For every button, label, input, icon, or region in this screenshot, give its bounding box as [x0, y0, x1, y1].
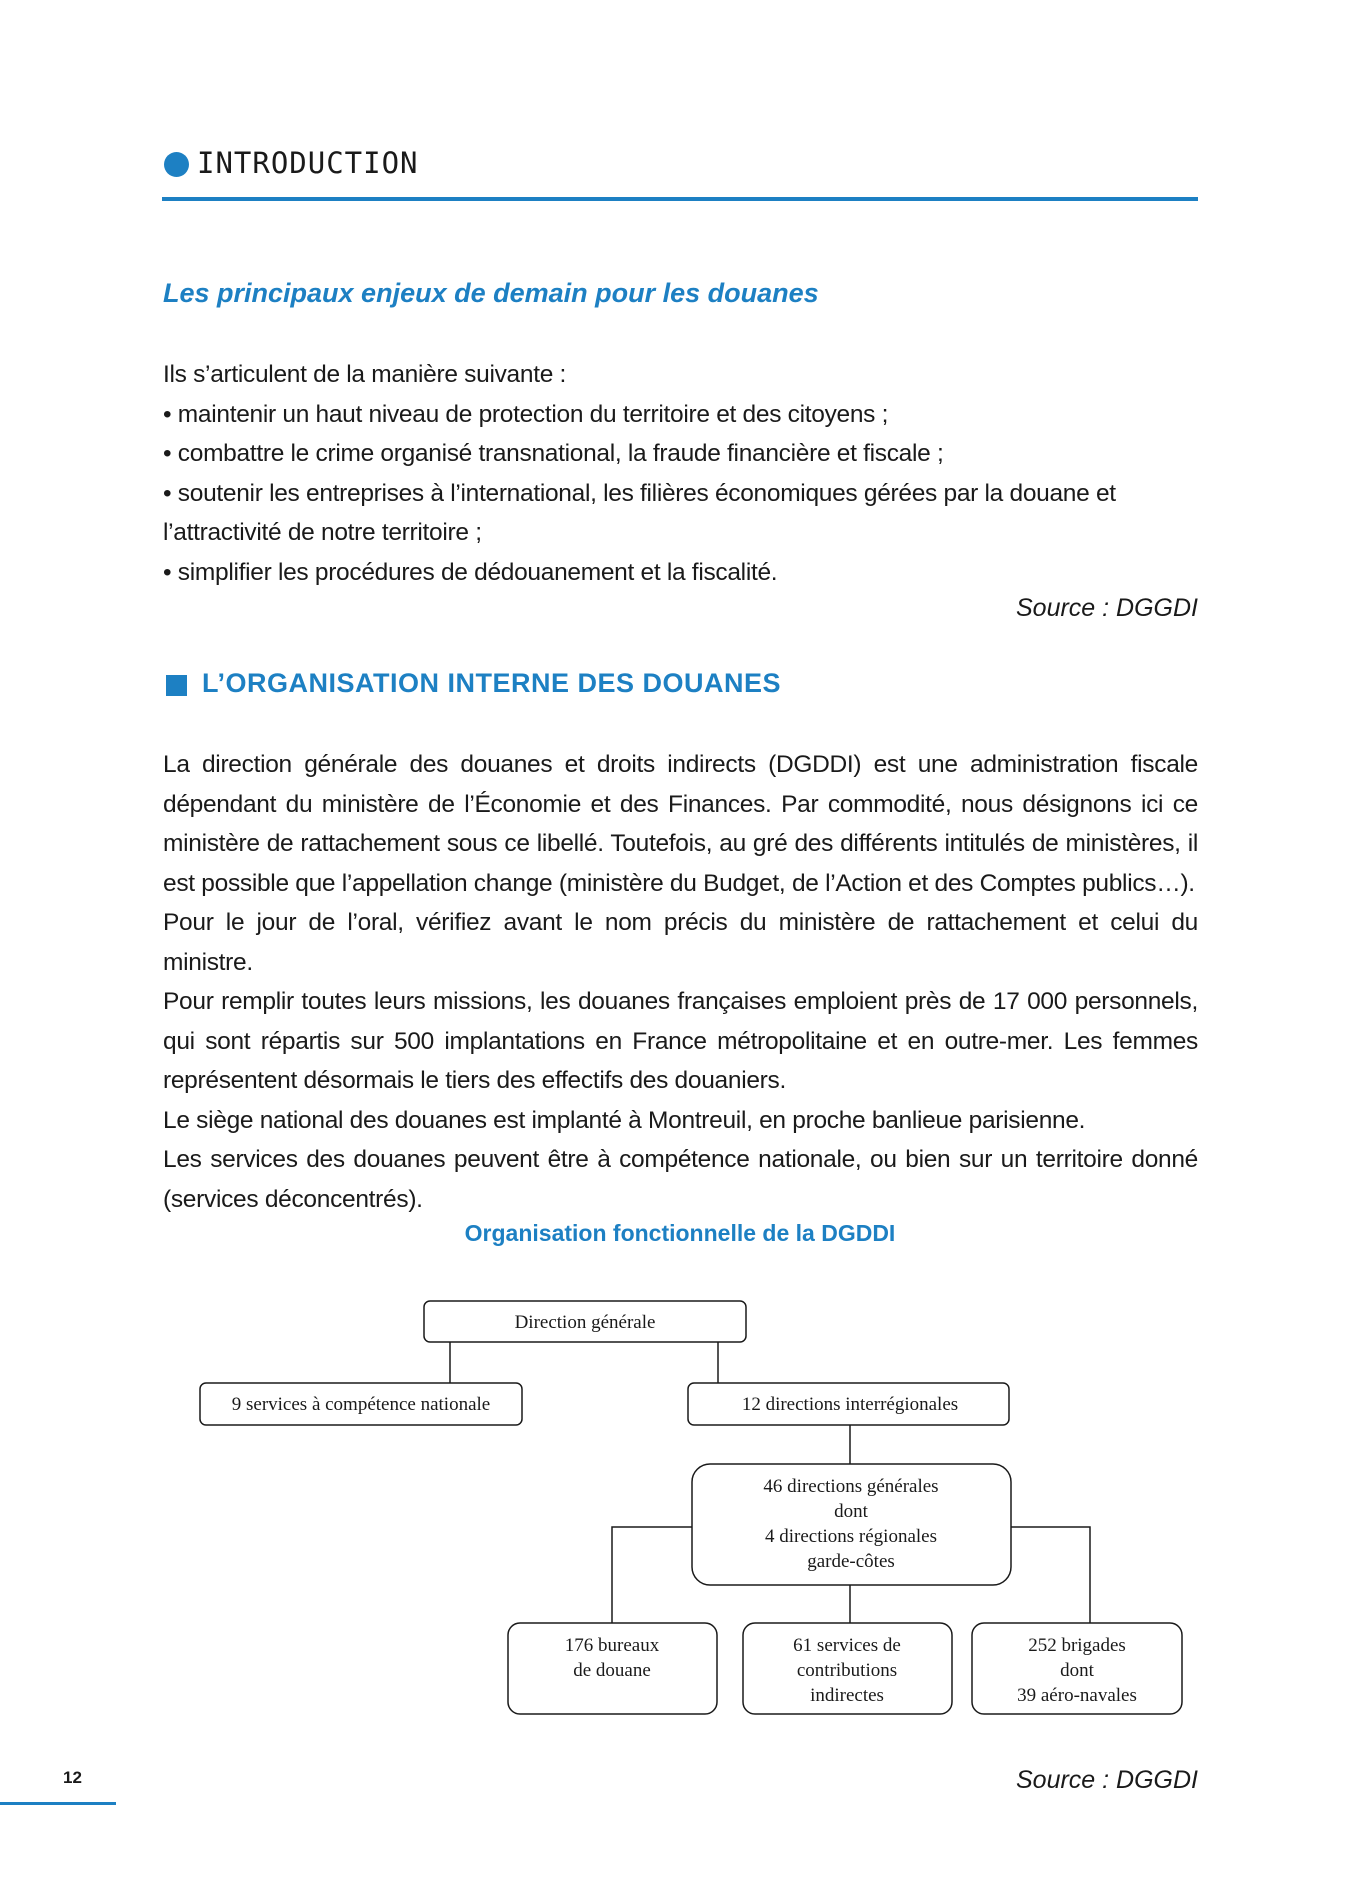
orgchart-title: Organisation fonctionnelle de la DGDDI	[464, 1220, 896, 1246]
node-label: 12 directions interrégionales	[741, 1394, 959, 1415]
node-label: garde-côtes	[807, 1551, 895, 1572]
section-title: L’ORGANISATION INTERNE DES DOUANES	[202, 668, 782, 698]
node-label: dont	[1060, 1660, 1094, 1681]
bullet-item-1: • maintenir un haut niveau de protection du territoire et des citoyens ;	[163, 400, 889, 428]
intro-lead: Ils s’articulent de la manière suivante :	[163, 361, 567, 388]
paragraph: Pour le jour de l’oral, vérifiez avant le nom précis du ministère de rattachement et celui du ministre.	[163, 909, 1198, 976]
node-label: 39 aéro-navales	[1017, 1685, 1137, 1706]
bullet-item-3: • soutenir les entreprises à l’international, les filières économiques gérées par la douane et	[163, 479, 1116, 507]
bullet-text: simplifier les procédures de dédouanement et la fiscalité.	[177, 558, 778, 586]
page-number: 12	[63, 1768, 82, 1787]
node-label: 9 services à compétence nationale	[231, 1394, 491, 1415]
paragraph: La direction générale des douanes et droits indirects (DGDDI) est une administration fiscale dépendant du ministère de l’Économie et des Finances. Par commodité, nous désignons ici ce ministère de rattachement sous ce libellé. Toutefois, au gré des différents intitulés de ministères, il est possible que l’appellation change (ministère du Budget, de l’Action et des Comptes publics…).	[163, 751, 1198, 897]
node-label: contributions	[796, 1660, 898, 1681]
node-label: 176 bureaux	[564, 1635, 660, 1656]
node-label: indirectes	[810, 1685, 884, 1706]
orgchart-source: Source : DGGDI	[1016, 1766, 1198, 1794]
node-label: de douane	[573, 1660, 651, 1681]
chapter-title: INTRODUCTION	[197, 146, 419, 180]
connector-line	[1011, 1527, 1090, 1623]
connector-line	[612, 1527, 692, 1623]
intro-subtitle: Les principaux enjeux de demain pour les douanes	[163, 278, 819, 308]
bullet-item-2: • combattre le crime organisé transnational, la fraude financière et fiscale ;	[163, 440, 944, 467]
node-label: 252 brigades	[1028, 1635, 1126, 1656]
bullet-text: combattre le crime organisé transnational, la fraude financière et fiscale ;	[177, 440, 944, 467]
bullet-text: soutenir les entreprises à l’international, les filières économiques gérées par la douane et	[177, 479, 1116, 507]
node-label: 61 services de	[793, 1635, 901, 1656]
bullet-text: maintenir un haut niveau de protection du territoire et des citoyens ;	[177, 400, 889, 428]
paragraph: Pour remplir toutes leurs missions, les douanes françaises emploient près de 17 000 personnels, qui sont répartis sur 500 implantations en France métropolitaine et en outre-mer. Les femmes représentent désormais le tiers des effectifs des douaniers.	[163, 988, 1198, 1094]
intro-source: Source : DGGDI	[1016, 594, 1198, 622]
paragraph: Les services des douanes peuvent être à compétence nationale, ou bien sur un territoire donné (services déconcentrés).	[163, 1146, 1198, 1213]
node-label: 46 directions générales	[763, 1476, 939, 1497]
node-label: 4 directions régionales	[764, 1526, 938, 1547]
paragraph: Le siège national des douanes est implanté à Montreuil, en proche banlieue parisienne.	[163, 1106, 1086, 1134]
footer-rule	[0, 1802, 116, 1805]
bullet-item-4: • simplifier les procédures de dédouanement et la fiscalité.	[163, 558, 778, 586]
bullet-item-3-continuation: l’attractivité de notre territoire ;	[163, 519, 482, 546]
node-label: dont	[834, 1501, 868, 1522]
node-label: Direction générale	[514, 1312, 656, 1333]
